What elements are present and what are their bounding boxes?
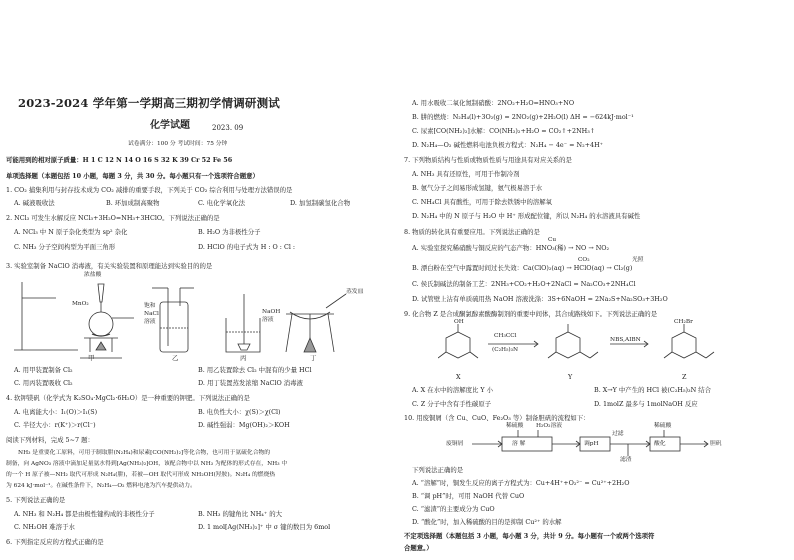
- q7-option-d: D. N₂H₄ 中的 N 原子与 H₂O 中 H⁺ 形成配位键，所以 N₂H₄ 的水溶液具有碱性: [412, 212, 641, 220]
- q1-option-b: B. 环加成制高聚物: [106, 199, 160, 207]
- flow-residue: 滤渣: [620, 457, 632, 463]
- q8-b-reagent-2: 光照: [632, 257, 644, 263]
- q5-option-a: A. NH₃ 和 N₂H₄ 都是由极性键构成的非极性分子: [14, 510, 155, 518]
- q9-z-ch2br: CH₂Br: [674, 319, 693, 325]
- q7-option-b: B. 氨气分子之间易形成氢键，氨气极易溶于水: [412, 184, 543, 192]
- q4-stem: 4. 软钾镁矾（化学式为 K₂SO₄·MgCl₂·6H₂O）是一种重要的钾肥。下列说法正确的是: [6, 394, 250, 402]
- ring-y: [556, 332, 580, 358]
- q10-option-c: C. “滤渣”的主要成分为 CuO: [412, 505, 495, 513]
- reading-para-3: 的一个 H 原子被—NH₂ 取代可形成 N₂H₄(肼)，若被—OH 取代可形成 NH₂OH(羟胺)。N₂H₄ 的燃烧热: [6, 472, 276, 478]
- label-nacl: NaCl: [144, 311, 159, 317]
- reading-heading: 阅读下列材料，完成 5~7 题：: [6, 436, 94, 444]
- label-jia: 甲: [88, 354, 95, 362]
- q8-a-reagent: Cu: [548, 237, 557, 243]
- q2-option-c: C. NH₃ 分子空间构型为平面三角形: [14, 243, 116, 251]
- flow-filter: 过滤: [612, 431, 624, 437]
- reading-para-4: 为 624 kJ·mol⁻¹。在碱性条件下，N₂H₄—O₂ 燃料电池为汽车提供动力。: [6, 483, 196, 489]
- q6-stem: 6. 下列指定反应的方程式正确的是: [6, 538, 104, 546]
- apparatus-ding: [286, 294, 346, 352]
- label-ding: 丁: [310, 354, 317, 362]
- q5-option-c: C. NH₂OH 难溶于水: [14, 523, 75, 531]
- q9-stem: 9. 化合物 Z 是合成酮氯醇素酸酶制剂的重要中间体，其合成路线如下。下列说法正确的是: [404, 310, 658, 318]
- label-bing: 丙: [240, 354, 247, 362]
- flow-h2o2: H₂O₂溶液: [536, 423, 563, 429]
- exam-date: 2023. 09: [212, 124, 244, 132]
- flow-product: 胆矾: [710, 441, 722, 447]
- subject-title: 化学试题: [150, 120, 190, 131]
- q8-stem: 8. 物质的转化具有重要应用。下列说法正确的是: [404, 228, 540, 236]
- q2-option-d: D. HClO 的电子式为 H : O : Cl :: [198, 243, 296, 251]
- q9-option-c: C. Z 分子中含有手性碳原子: [412, 400, 492, 408]
- q8-option-a: A. 实验室探究稀硝酸与铜反应的气态产物：HNO₃(稀) → NO → NO₂: [412, 244, 610, 252]
- q10-prompt: 下列说法正确的是: [412, 466, 464, 474]
- q2-option-b: B. H₂O 为非极性分子: [198, 228, 261, 236]
- q4-option-d: D. 碱性强弱：Mg(OH)₂＞KOH: [198, 421, 290, 429]
- flow-adjust: 调pH: [584, 441, 599, 447]
- q2-stem: 2. NCl₃ 可发生水解反应 NCl₃+3H₂O=NH₃+3HClO。下列说法正确的是: [6, 214, 220, 222]
- ring-x: [446, 332, 470, 358]
- apparatus-jia: [14, 282, 134, 358]
- box-dissolve: [502, 437, 552, 451]
- q6-option-b: B. 肼的燃烧：N₂H₄(l)+3O₂(g) = 2NO₂(g)+2H₂O(l) ΔH = −624kJ·mol⁻¹: [412, 113, 634, 121]
- q9-x-oh: OH: [454, 319, 464, 325]
- q4-option-a: A. 电离能大小：I₁(O)＞I₁(S): [14, 408, 98, 416]
- q8-option-b: B. 漂白粉在空气中露置时间过长失效：Ca(ClO)₂(aq) → HClO(aq) → Cl₂(g): [412, 264, 633, 272]
- q9-reagent-2: (C₂H₅)₃N: [492, 347, 519, 353]
- apparatus-yi: [152, 288, 194, 352]
- q9-option-a: A. X 在水中的溶解度比 Y 小: [412, 386, 494, 394]
- q5-stem: 5. 下列说法正确的是: [6, 496, 66, 504]
- q4-option-b: B. 电负性大小：χ(S)＞χ(Cl): [198, 408, 281, 416]
- q10-option-b: B. “调 pH”时，可用 NaOH 代替 CuO: [412, 492, 525, 500]
- exam-info: 试卷满分：100 分 考试时间：75 分钟: [128, 141, 228, 147]
- reading-para-2: 制备，向 AgNO₃ 溶液中滴加足量氨水得到[Ag(NH₃)₂]OH，该配合物中以 NH₃ 为配体的形式存在，NH₃ 中: [6, 461, 288, 467]
- q1-option-c: C. 电化学氧化法: [198, 199, 246, 207]
- q7-stem: 7. 下列物质结构与性质或物质性质与用途具有对应关系的是: [404, 156, 572, 164]
- atomic-masses: 可能用到的相对原子质量：H 1 C 12 N 14 O 16 S 32 K 39 Cr 52 Fe 56: [6, 156, 233, 164]
- section1-heading: 单项选择题（本题包括 10 小题，每题 3 分，共 30 分。每小题只有一个选项符合题意）: [6, 172, 259, 180]
- q9-label-y: Y: [568, 373, 573, 381]
- right-column: [398, 0, 794, 560]
- apparatus-figure: [10, 272, 370, 364]
- q3-option-c: C. 用丙装置吸收 Cl₂: [14, 379, 73, 387]
- q5-option-d: D. 1 mol[Ag(NH₃)₂]⁺ 中 σ 键的数目为 6mol: [198, 523, 331, 531]
- exam-title: 2023-2024 学年第一学期高三期初学情调研测试: [18, 96, 280, 110]
- q3-option-d: D. 用丁装置蒸发浓缩 NaClO 消毒液: [198, 379, 303, 387]
- apparatus-bing: [226, 294, 260, 352]
- flow-waste: 废铜屑: [446, 441, 464, 447]
- ring-z: [672, 332, 696, 358]
- q9-option-b: B. X→Y 中产生的 HCl 被(C₂H₅)₃N 结合: [594, 386, 711, 394]
- synthesis-route: [438, 320, 758, 372]
- q8-option-c: C. 侯氏制碱法的制备工艺：2NH₃+CO₂+H₂O+2NaCl = Na₂CO₃+2NH₄Cl: [412, 280, 636, 288]
- q9-reagent-3: NBS,AIBN: [610, 337, 641, 343]
- flow-acidify: 酸化: [654, 441, 666, 447]
- q6-option-c: C. 尿素[CO(NH₂)₂]水解：CO(NH₂)₂+H₂O = CO₂↑+2NH₃↑: [412, 127, 596, 135]
- reading-para-1: NH₃ 是重要化工原料，可用于制取肼(N₂H₄)和尿素[CO(NH₂)₂]等化合物，也可用于氨硫化合物的: [18, 450, 271, 456]
- flow-dilute: 稀硫酸: [506, 423, 524, 429]
- q9-reagent-1: CH₃CCl: [494, 333, 517, 339]
- flow-acid2: 稀硫酸: [654, 423, 672, 429]
- q10-option-a: A. “溶解”时，铜发生反应的离子方程式为：Cu+4H⁺+O₂²⁻ = Cu²⁺+2H₂O: [412, 479, 630, 487]
- q9-option-d: D. 1molZ 最多与 1molNaOH 反应: [594, 400, 698, 408]
- q7-option-c: C. NH₄Cl 具有酸性，可用于除去铁锈中的溶解氧: [412, 198, 553, 206]
- q6-option-a: A. 用水吸收二氧化氮制硝酸：2NO₂+H₂O=HNO₃+NO: [412, 99, 575, 107]
- q6-option-d: D. N₂H₄—O₂ 碱性燃料电池负极方程式：N₂H₄ − 4e⁻ = N₂+4H⁺: [412, 141, 604, 149]
- section2-heading-1: 不定项选择题（本题包括 3 小题，每小题 3 分，共计 9 分。每小题有一个或两个选项符: [404, 532, 655, 540]
- label-yi: 乙: [172, 354, 179, 362]
- q3-stem: 3. 实验室制备 NaClO 消毒液，有关实验装置和原理能达到实验目的的是: [6, 262, 213, 270]
- q4-option-c: C. 半径大小：r(K⁺)＞r(Cl⁻): [14, 421, 96, 429]
- q3-option-b: B. 用乙装置除去 Cl₂ 中混有的少量 HCl: [198, 366, 312, 374]
- label-crucible: 蒸发皿: [346, 289, 364, 295]
- label-mno2: MnO₂: [72, 301, 89, 307]
- q1-stem: 1. CO₂ 捕集利用与封存技术成为 CO₂ 减排的重要手段，下列关于 CO₂ 综合利用与处理方法错误的是: [6, 186, 293, 194]
- q8-option-d: D. 试管壁上沾有单质硫用热 NaOH 溶液洗涤：3S+6NaOH = 2Na₂S+Na₂SO₃+3H₂O: [412, 295, 668, 303]
- q7-option-a: A. NH₃ 具有还原性，可用于作制冷剂: [412, 170, 520, 178]
- q1-option-a: A. 碱液吸收法: [14, 199, 55, 207]
- label-naoh: NaOH: [262, 309, 281, 315]
- label-sat: 饱和: [144, 303, 156, 309]
- label-naoh-sol: 溶液: [262, 317, 274, 323]
- q5-option-b: B. NH₃ 的键角比 NH₄⁺ 的大: [198, 510, 283, 518]
- q10-option-d: D. “酸化”时，加入稀硫酸的目的是抑制 Cu²⁺ 的水解: [412, 518, 562, 526]
- q3-option-a: A. 用甲装置制备 Cl₂: [14, 366, 73, 374]
- q10-stem: 10. 用废铜屑（含 Cu、CuO、Fe₂O₃ 等）制备胆矾的流程如下：: [404, 414, 590, 422]
- q9-label-z: Z: [682, 373, 687, 381]
- q8-b-reagent-1: CO₂: [578, 257, 590, 263]
- label-sol: 溶液: [144, 319, 156, 325]
- label-hcl: 浓盐酸: [84, 272, 102, 278]
- flow-dissolve: 溶 解: [512, 441, 526, 447]
- section2-heading-2: 合题意。）: [404, 544, 433, 552]
- q1-option-d: D. 加氢制碳氢化合物: [290, 199, 351, 207]
- q9-label-x: X: [456, 373, 461, 381]
- q2-option-a: A. NCl₃ 中 N 原子杂化类型为 sp² 杂化: [14, 228, 128, 236]
